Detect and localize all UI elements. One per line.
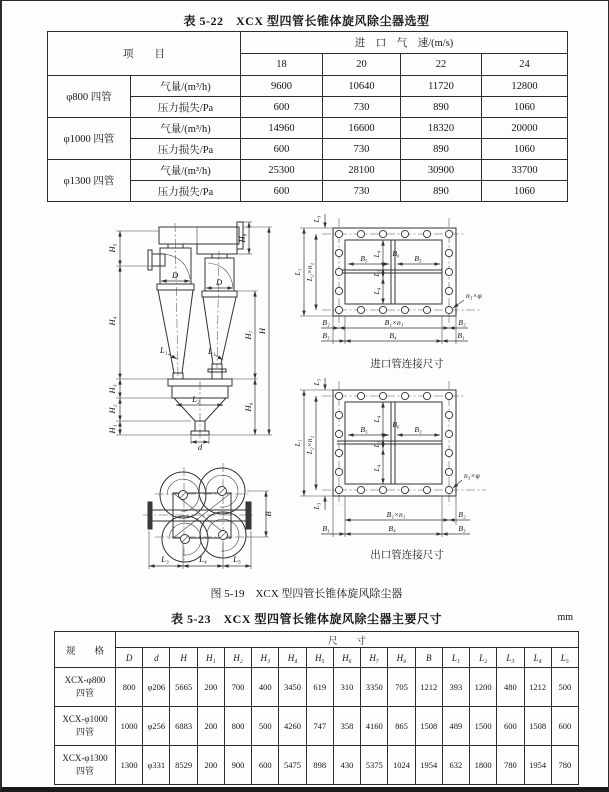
spec-line-2: 四管	[75, 688, 94, 698]
value-cell: 1954	[524, 746, 551, 785]
value-cell: 400	[252, 668, 279, 707]
size-col: L₃	[497, 648, 524, 668]
spec-cell	[55, 668, 116, 707]
value-cell: 11720	[401, 76, 482, 97]
spec-cell	[55, 746, 116, 785]
value-cell: 200	[197, 707, 224, 746]
row-label-flow: 气量/(m³/h)	[131, 118, 241, 139]
value-cell: 1212	[524, 668, 551, 707]
value-cell: 730	[323, 181, 401, 202]
size-col: H₁	[197, 648, 224, 668]
spec-cell: φ800 四管	[48, 76, 131, 118]
value-cell: 898	[306, 746, 333, 785]
value-cell: 600	[551, 707, 578, 746]
value-cell: 10640	[323, 76, 401, 97]
value-cell: 600	[241, 139, 323, 160]
value-cell: 890	[401, 139, 482, 160]
row-label-loss: 压力损失/Pa	[131, 97, 241, 118]
value-cell: φ206	[143, 668, 170, 707]
dim-label-l4: L₄	[199, 554, 207, 564]
size-col: L₂	[470, 648, 497, 668]
value-cell: 500	[551, 668, 578, 707]
value-cell: 28100	[323, 160, 401, 181]
value-cell: 1300	[116, 746, 143, 785]
value-cell: 310	[333, 668, 360, 707]
table-5-22	[47, 31, 568, 202]
col-header-item: 项 目	[48, 32, 241, 76]
value-cell: 1800	[470, 746, 497, 785]
size-col: H₅	[306, 648, 333, 668]
dim-label-l4: L₄	[372, 415, 381, 423]
dim-label-b3: B₃	[458, 524, 466, 533]
value-cell: 730	[323, 139, 401, 160]
value-cell: 900	[224, 746, 251, 785]
dim-label-l1: L₁	[293, 268, 302, 276]
unit-label: mm	[557, 612, 573, 623]
plan-dimensions	[149, 491, 273, 569]
value-cell: 430	[333, 746, 360, 785]
figure-caption: 图 5-19 XCX 型四管长锥体旋风除尘器	[210, 588, 403, 600]
size-col: d	[143, 648, 170, 668]
size-col: H₃	[252, 648, 279, 668]
inlet-flange-caption: 进口管连接尺寸	[370, 359, 444, 370]
dim-label-b3: B₃	[414, 254, 422, 263]
value-cell: 1000	[116, 707, 143, 746]
dim-label-h8: H₈	[237, 233, 247, 243]
value-cell: 5475	[279, 746, 306, 785]
spec-cell: φ1000 四管	[48, 118, 131, 160]
value-cell: 1500	[470, 707, 497, 746]
value-cell: 1508	[524, 707, 551, 746]
size-col: L₁	[442, 648, 469, 668]
size-col: D	[116, 648, 143, 668]
velocity-col: 22	[401, 54, 482, 76]
dim-label-l5: L₅	[372, 440, 381, 448]
value-cell: φ331	[143, 746, 170, 785]
size-col: H₂	[224, 648, 251, 668]
col-header-inlet-velocity: 进 口 气 速/(m/s)	[241, 32, 568, 54]
dim-label-b3: B₃	[414, 425, 422, 434]
value-cell: 600	[497, 707, 524, 746]
value-cell: 632	[442, 746, 469, 785]
inlet-outline	[333, 228, 456, 316]
dim-label-b1: B₁	[322, 524, 330, 533]
value-cell: 1212	[415, 668, 442, 707]
value-cell: 1954	[415, 746, 442, 785]
value-cell: 619	[306, 668, 333, 707]
dim-label-top: L₃	[312, 215, 321, 223]
dim-label-b2: B₂	[458, 318, 466, 327]
cyclone-plan-drawing	[119, 449, 304, 584]
value-cell: 4160	[361, 707, 388, 746]
dim-label-n3phi: n₃×φ	[464, 471, 480, 480]
table-5-22-title: 表 5-22 XCX 型四管长锥体旋风除尘器选型	[183, 14, 430, 28]
value-cell: 705	[388, 668, 415, 707]
value-cell: 600	[241, 181, 323, 202]
dim-label-h1: H₁	[107, 424, 117, 434]
size-col: H₇	[361, 648, 388, 668]
velocity-col: 24	[482, 54, 568, 76]
cyclone-elevation-drawing	[102, 201, 322, 451]
value-cell: 4260	[279, 707, 306, 746]
value-cell: 20000	[482, 118, 568, 139]
value-cell: 600	[252, 746, 279, 785]
value-cell: 489	[442, 707, 469, 746]
value-cell: 865	[388, 707, 415, 746]
value-cell: 890	[401, 97, 482, 118]
value-cell: 780	[497, 746, 524, 785]
inlet-dimensions	[293, 214, 482, 344]
row-label-flow: 气量/(m³/h)	[131, 160, 241, 181]
dim-label-b5: B₅	[360, 254, 368, 263]
dim-label-l3: L₃	[161, 554, 169, 564]
size-col: B	[415, 648, 442, 668]
value-cell: 730	[323, 97, 401, 118]
size-col: H	[170, 648, 197, 668]
value-cell: 480	[497, 668, 524, 707]
value-cell: 9600	[241, 76, 323, 97]
dim-label-l5: L₅	[372, 269, 381, 277]
dim-label-h3: H₃	[107, 384, 117, 394]
spec-line-1: XCX-φ1000	[62, 713, 108, 724]
value-cell: 18320	[401, 118, 482, 139]
value-cell: 800	[116, 668, 143, 707]
inlet-flange-drawing	[292, 206, 520, 354]
dim-label-b1: B₁	[457, 331, 465, 340]
spec-line-1: XCX-φ800	[64, 674, 106, 685]
value-cell: 30900	[401, 160, 482, 181]
spec-line-2: 四管	[75, 727, 94, 737]
dim-label-b4: B₄	[388, 524, 396, 533]
value-cell: 780	[551, 746, 578, 785]
dim-label-b4: B₄	[389, 331, 397, 340]
table-5-23	[54, 631, 579, 785]
dim-label-h7: H₇	[243, 330, 253, 340]
spec-cell: φ1300 四管	[48, 160, 131, 202]
value-cell: 890	[401, 181, 482, 202]
dim-label-h5: H₅	[107, 243, 117, 253]
dim-label-h2: H₂	[107, 404, 117, 414]
size-col: H₄	[279, 648, 306, 668]
row-label-loss: 压力损失/Pa	[131, 139, 241, 160]
spec-cell	[55, 707, 116, 746]
dim-label-b1n1: B₁×n₁	[384, 318, 404, 327]
value-cell: 1024	[388, 746, 415, 785]
dim-label-b3: B₃	[322, 331, 330, 340]
dim-label-l4: L₄	[372, 250, 381, 258]
value-cell: 200	[197, 746, 224, 785]
value-cell: 358	[333, 707, 360, 746]
table-5-23-title: 表 5-23 XCX 型四管长锥体旋风除尘器主要尺寸	[171, 612, 442, 626]
spec-line-2: 四管	[75, 766, 94, 776]
value-cell: 8529	[170, 746, 197, 785]
size-col: L₅	[551, 648, 578, 668]
dim-label-l1: L₁	[208, 346, 216, 356]
value-cell: 3350	[361, 668, 388, 707]
size-col: H₆	[333, 648, 360, 668]
value-cell: 14960	[241, 118, 323, 139]
dim-label-h: H	[257, 327, 267, 335]
dim-label-b1n1: B₁×n₁	[386, 510, 406, 519]
dim-label-l2n2: L₂×n₂	[305, 262, 314, 282]
dim-label-l5: L₅	[233, 554, 241, 564]
value-cell: 1060	[482, 139, 568, 160]
value-cell: φ256	[143, 707, 170, 746]
dim-label-l2: L₂	[192, 394, 200, 404]
col-header-spec: 规 格	[55, 632, 116, 668]
spec-line-1: XCX-φ1300	[62, 752, 108, 763]
outlet-flange-drawing	[292, 373, 520, 541]
size-col: L₄	[524, 648, 551, 668]
dim-label-b2: B₂	[458, 510, 466, 519]
value-cell: 33700	[482, 160, 568, 181]
dim-label-b: B	[263, 511, 273, 517]
row-label-loss: 压力损失/Pa	[131, 181, 241, 202]
value-cell: 1060	[482, 181, 568, 202]
dim-label-l2n2: L₂×n₂	[305, 435, 314, 455]
value-cell: 700	[224, 668, 251, 707]
value-cell: 500	[252, 707, 279, 746]
dim-label-l1: L₁	[160, 345, 168, 355]
dim-label-h6: H₆	[243, 402, 253, 412]
dim-label-l1: L₁	[293, 439, 302, 447]
dim-label-d-big: D	[216, 277, 223, 287]
col-header-size: 尺 寸	[116, 632, 579, 648]
size-col: H₈	[388, 648, 415, 668]
value-cell: 747	[306, 707, 333, 746]
dim-label-l4: L₄	[372, 287, 381, 295]
outlet-flange-caption: 出口管连接尺寸	[370, 550, 444, 561]
dim-label-b5: B₅	[360, 425, 368, 434]
value-cell: 1508	[415, 707, 442, 746]
outlet-outline	[333, 390, 456, 496]
value-cell: 12800	[482, 76, 568, 97]
value-cell: 3450	[279, 668, 306, 707]
value-cell: 16600	[323, 118, 401, 139]
dim-label-h4: H₄	[107, 316, 117, 326]
dim-label-bottom: L₃	[312, 502, 321, 510]
row-label-flow: 气量/(m³/h)	[131, 76, 241, 97]
dim-label-top: L₅	[312, 378, 321, 386]
dim-label-n3phi: n₃×φ	[466, 291, 482, 300]
value-cell: 1200	[470, 668, 497, 707]
value-cell: 200	[197, 668, 224, 707]
value-cell: 393	[442, 668, 469, 707]
value-cell: 1060	[482, 97, 568, 118]
dim-label-b6: B₆	[392, 420, 400, 429]
velocity-col: 20	[323, 54, 401, 76]
dim-label-d-small: d	[197, 442, 203, 452]
value-cell: 600	[241, 97, 323, 118]
value-cell: 5375	[361, 746, 388, 785]
value-cell: 6883	[170, 707, 197, 746]
velocity-col: 18	[241, 54, 323, 76]
dim-label-d-big: D	[172, 270, 179, 280]
value-cell: 5665	[170, 668, 197, 707]
dim-label-b2: B₂	[322, 318, 330, 327]
value-cell: 25300	[241, 160, 323, 181]
value-cell: 800	[224, 707, 251, 746]
elevation-dimensions	[107, 222, 272, 452]
dim-label-b6: B₆	[392, 249, 400, 258]
dim-label-l4: L₄	[372, 464, 381, 472]
